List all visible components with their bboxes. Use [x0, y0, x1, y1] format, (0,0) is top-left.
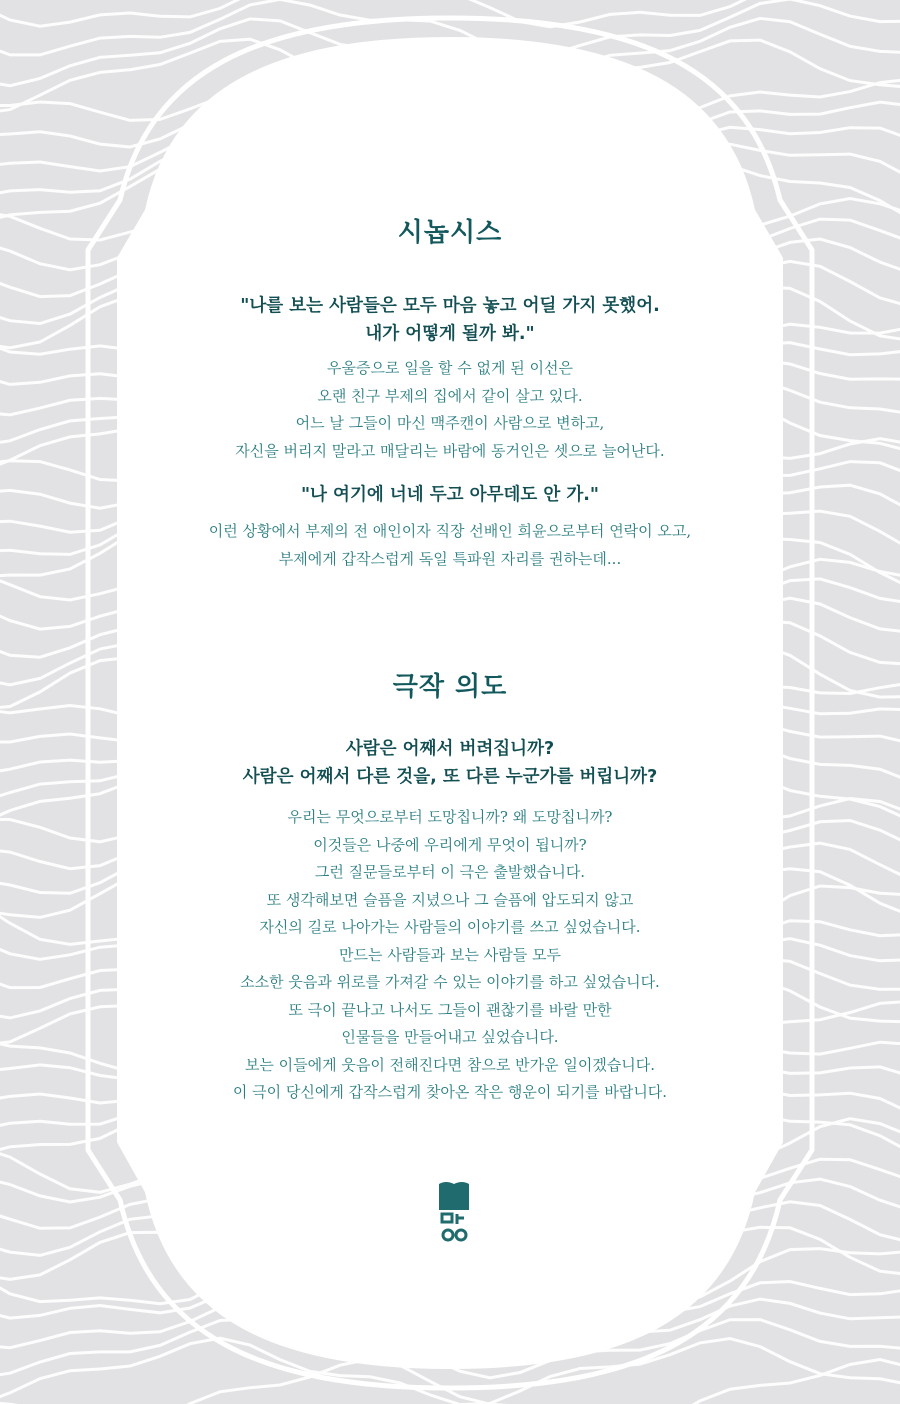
intent-paragraph: [120, 804, 780, 1107]
paragraph-line: 자신의 길로 나아가는 사람들의 이야기를 쓰고 싶었습니다.: [259, 918, 641, 936]
paragraph-line: 보는 이들에게 웃음이 전해진다면 참으로 반가운 일이겠습니다.: [244, 1055, 656, 1074]
paragraph-line: 자신을 버리지 말라고 매달리는 바람에 동거인은 셋으로 늘어난다.: [235, 441, 665, 460]
synopsis-quote-2: "나 여기에 너네 두고 아무데도 안 가.": [300, 485, 600, 505]
paragraph-line: 그런 질문들로부터 이 극은 출발했습니다.: [314, 863, 586, 881]
paragraph-line: 이 극이 당신에게 갑작스럽게 찾아온 작은 행운이 되기를 바랍니다.: [232, 1083, 668, 1101]
synopsis-quote-1: [120, 292, 780, 348]
paragraph-line: 만드는 사람들과 보는 사람들 모두: [339, 945, 561, 964]
synopsis-title: 시놉시스: [397, 218, 503, 248]
paragraph-line: 또 생각해보면 슬픔을 지녔으나 그 슬픔에 압도되지 않고: [266, 890, 634, 909]
paragraph-line: 어느 날 그들이 마신 맥주캔이 사람으로 변하고,: [295, 414, 605, 432]
intent-questions: [120, 735, 780, 791]
paragraph-line: 이런 상황에서 부제의 전 애인이자 직장 선배인 희윤으로부터 연락이 오고,: [208, 522, 692, 540]
paragraph-line: 인물들을 만들어내고 싶었습니다.: [341, 1028, 559, 1046]
question-line: 사람은 어째서 다른 것을, 또 다른 누군가를 버립니까?: [242, 767, 658, 787]
book-icon: [437, 1180, 471, 1246]
paragraph-line: 오랜 친구 부제의 집에서 같이 살고 있다.: [317, 386, 583, 405]
synopsis-paragraph-2: [120, 518, 780, 573]
paragraph-line: 이것들은 나중에 우리에게 무엇이 됩니까?: [313, 835, 587, 854]
paragraph-line: 우리는 무엇으로부터 도망칩니까? 왜 도망칩니까?: [287, 808, 613, 826]
intent-title: 극작 의도: [392, 672, 508, 702]
quote-line: 내가 어떻게 될까 봐.": [365, 324, 535, 344]
question-line: 사람은 어째서 버려집니까?: [345, 739, 555, 759]
synopsis-paragraph-1: [120, 355, 780, 465]
paragraph-line: 소소한 웃음과 위로를 가져갈 수 있는 이야기를 하고 싶었습니다.: [240, 973, 660, 991]
paragraph-line: 부제에게 갑작스럽게 독일 특파원 자리를 권하는데...: [278, 549, 622, 568]
paragraph-line: 우울증으로 일을 할 수 없게 된 이선은: [327, 359, 573, 377]
quote-line: "나를 보는 사람들은 모두 마음 놓고 어딜 가지 못했어.: [240, 296, 660, 316]
paragraph-line: 또 극이 끝나고 나서도 그들이 괜찮기를 바랄 만한: [288, 1000, 612, 1019]
